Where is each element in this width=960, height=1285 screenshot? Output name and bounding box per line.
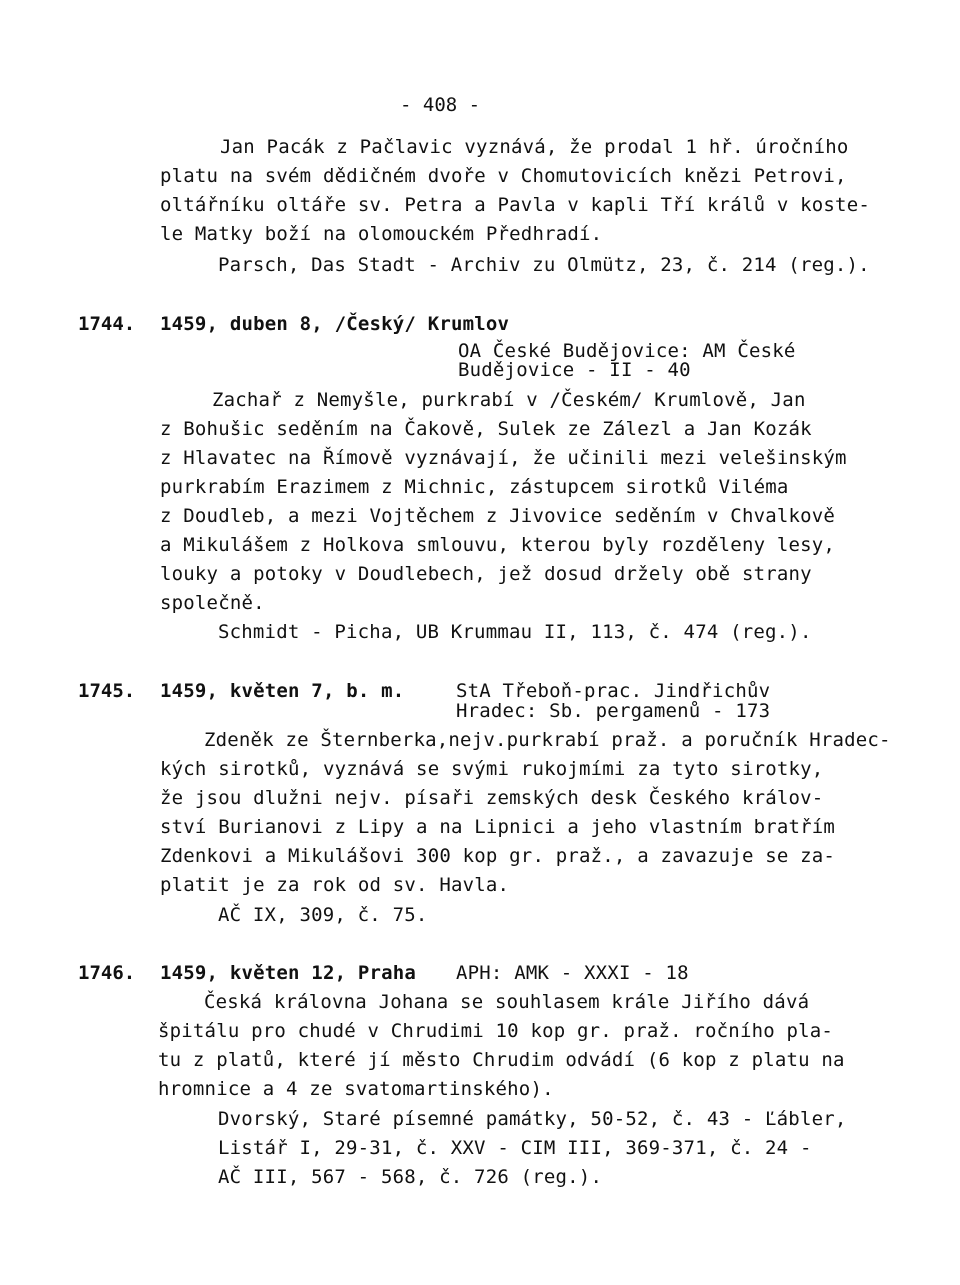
entry-citation: Schmidt - Picha, UB Krummau II, 113, č. 474 (reg.). [218, 621, 812, 643]
entry-header: 1459, květen 7, b. m. [160, 680, 405, 702]
entry-citation: Listář I, 29-31, č. XXV - CIM III, 369-371, č. 24 - [218, 1137, 812, 1159]
entry-text-line: louky a potoky v Doudlebech, jež dosud držely obě strany [160, 563, 812, 585]
entry-archive: StA Třeboň-prac. Jindřichův [456, 680, 771, 702]
entry-number: 1746. [78, 962, 136, 984]
entry-header: 1459, duben 8, /Český/ Krumlov [160, 313, 510, 335]
entry-number: 1744. [78, 313, 136, 335]
entry-text-line: z Doudleb, a mezi Vojtěchem z Jivovice seděním v Chvalkově [160, 505, 836, 527]
intro-line: le Matky boží na olomouckém Předhradí. [160, 223, 603, 245]
entry-archive: Budějovice - II - 40 [458, 359, 691, 381]
entry-text-line: purkrabím Erazimem z Michnic, zástupcem sirotků Viléma [160, 476, 789, 498]
entry-citation: Dvorský, Staré písemné památky, 50-52, č. 43 - Ľábler, [218, 1108, 847, 1130]
intro-line: oltářníku oltáře sv. Petra a Pavla v kapli Tří králů v koste- [160, 194, 870, 216]
entry-text-line: z Bohušic seděním na Čakově, Sulek ze Zálezl a Jan Kozák [160, 418, 812, 440]
entry-text-line: z Hlavatec na Římově vyznávají, že učinili mezi velešinským [160, 447, 847, 469]
entry-text-line: špitálu pro chudé v Chrudimi 10 kop gr. praž. ročního pla- [158, 1020, 834, 1042]
entry-text-line: platit je za rok od sv. Havla. [160, 874, 510, 896]
entry-text-line: Zdenkovi a Mikulášovi 300 kop gr. praž., a zavazuje se za- [160, 845, 836, 867]
entry-text-line: ství Burianovi z Lipy a na Lipnici a jeho vlastním bratřím [160, 816, 836, 838]
entry-text-line: kých sirotků, vyznává se svými rukojmími za tyto sirotky, [160, 758, 824, 780]
entry-number: 1745. [78, 680, 136, 702]
entry-text-line: a Mikulášem z Holkova smlouvu, kterou byly rozděleny lesy, [160, 534, 836, 556]
entry-archive: OA České Budějovice: AM České [458, 340, 796, 362]
entry-text-line: tu z platů, které jí město Chrudim odvádí (6 kop z platu na [158, 1049, 845, 1071]
entry-archive: Hradec: Sb. pergamenů - 173 [456, 700, 771, 722]
entry-text-line: Česká královna Johana se souhlasem krále Jiřího dává [204, 991, 810, 1013]
entry-text-line: společně. [160, 592, 265, 614]
entry-citation: AČ III, 567 - 568, č. 726 (reg.). [218, 1166, 603, 1188]
entry-text-line: Zdeněk ze Šternberka,nejv.purkrabí praž. a poručník Hradec- [204, 729, 891, 751]
entry-header: 1459, květen 12, Praha [160, 962, 417, 984]
entry-text-line: že jsou dlužni nejv. písaři zemských desk Českého králov- [160, 787, 824, 809]
page-number: - 408 - [400, 94, 481, 116]
entry-text-line: hromnice a 4 ze svatomartinského). [158, 1078, 554, 1100]
entry-citation: AČ IX, 309, č. 75. [218, 904, 428, 926]
intro-line: platu na svém dědičném dvoře v Chomutovicích knězi Petrovi, [160, 165, 847, 187]
intro-line: Jan Pacák z Pačlavic vyznává, že prodal 1 hř. úročního [220, 136, 849, 158]
entry-text-line: Zachař z Nemyšle, purkrabí v /Českém/ Krumlově, Jan [212, 389, 806, 411]
entry-archive: APH: AMK - XXXI - 18 [456, 962, 689, 984]
intro-citation: Parsch, Das Stadt - Archiv zu Olmütz, 23, č. 214 (reg.). [218, 254, 870, 276]
